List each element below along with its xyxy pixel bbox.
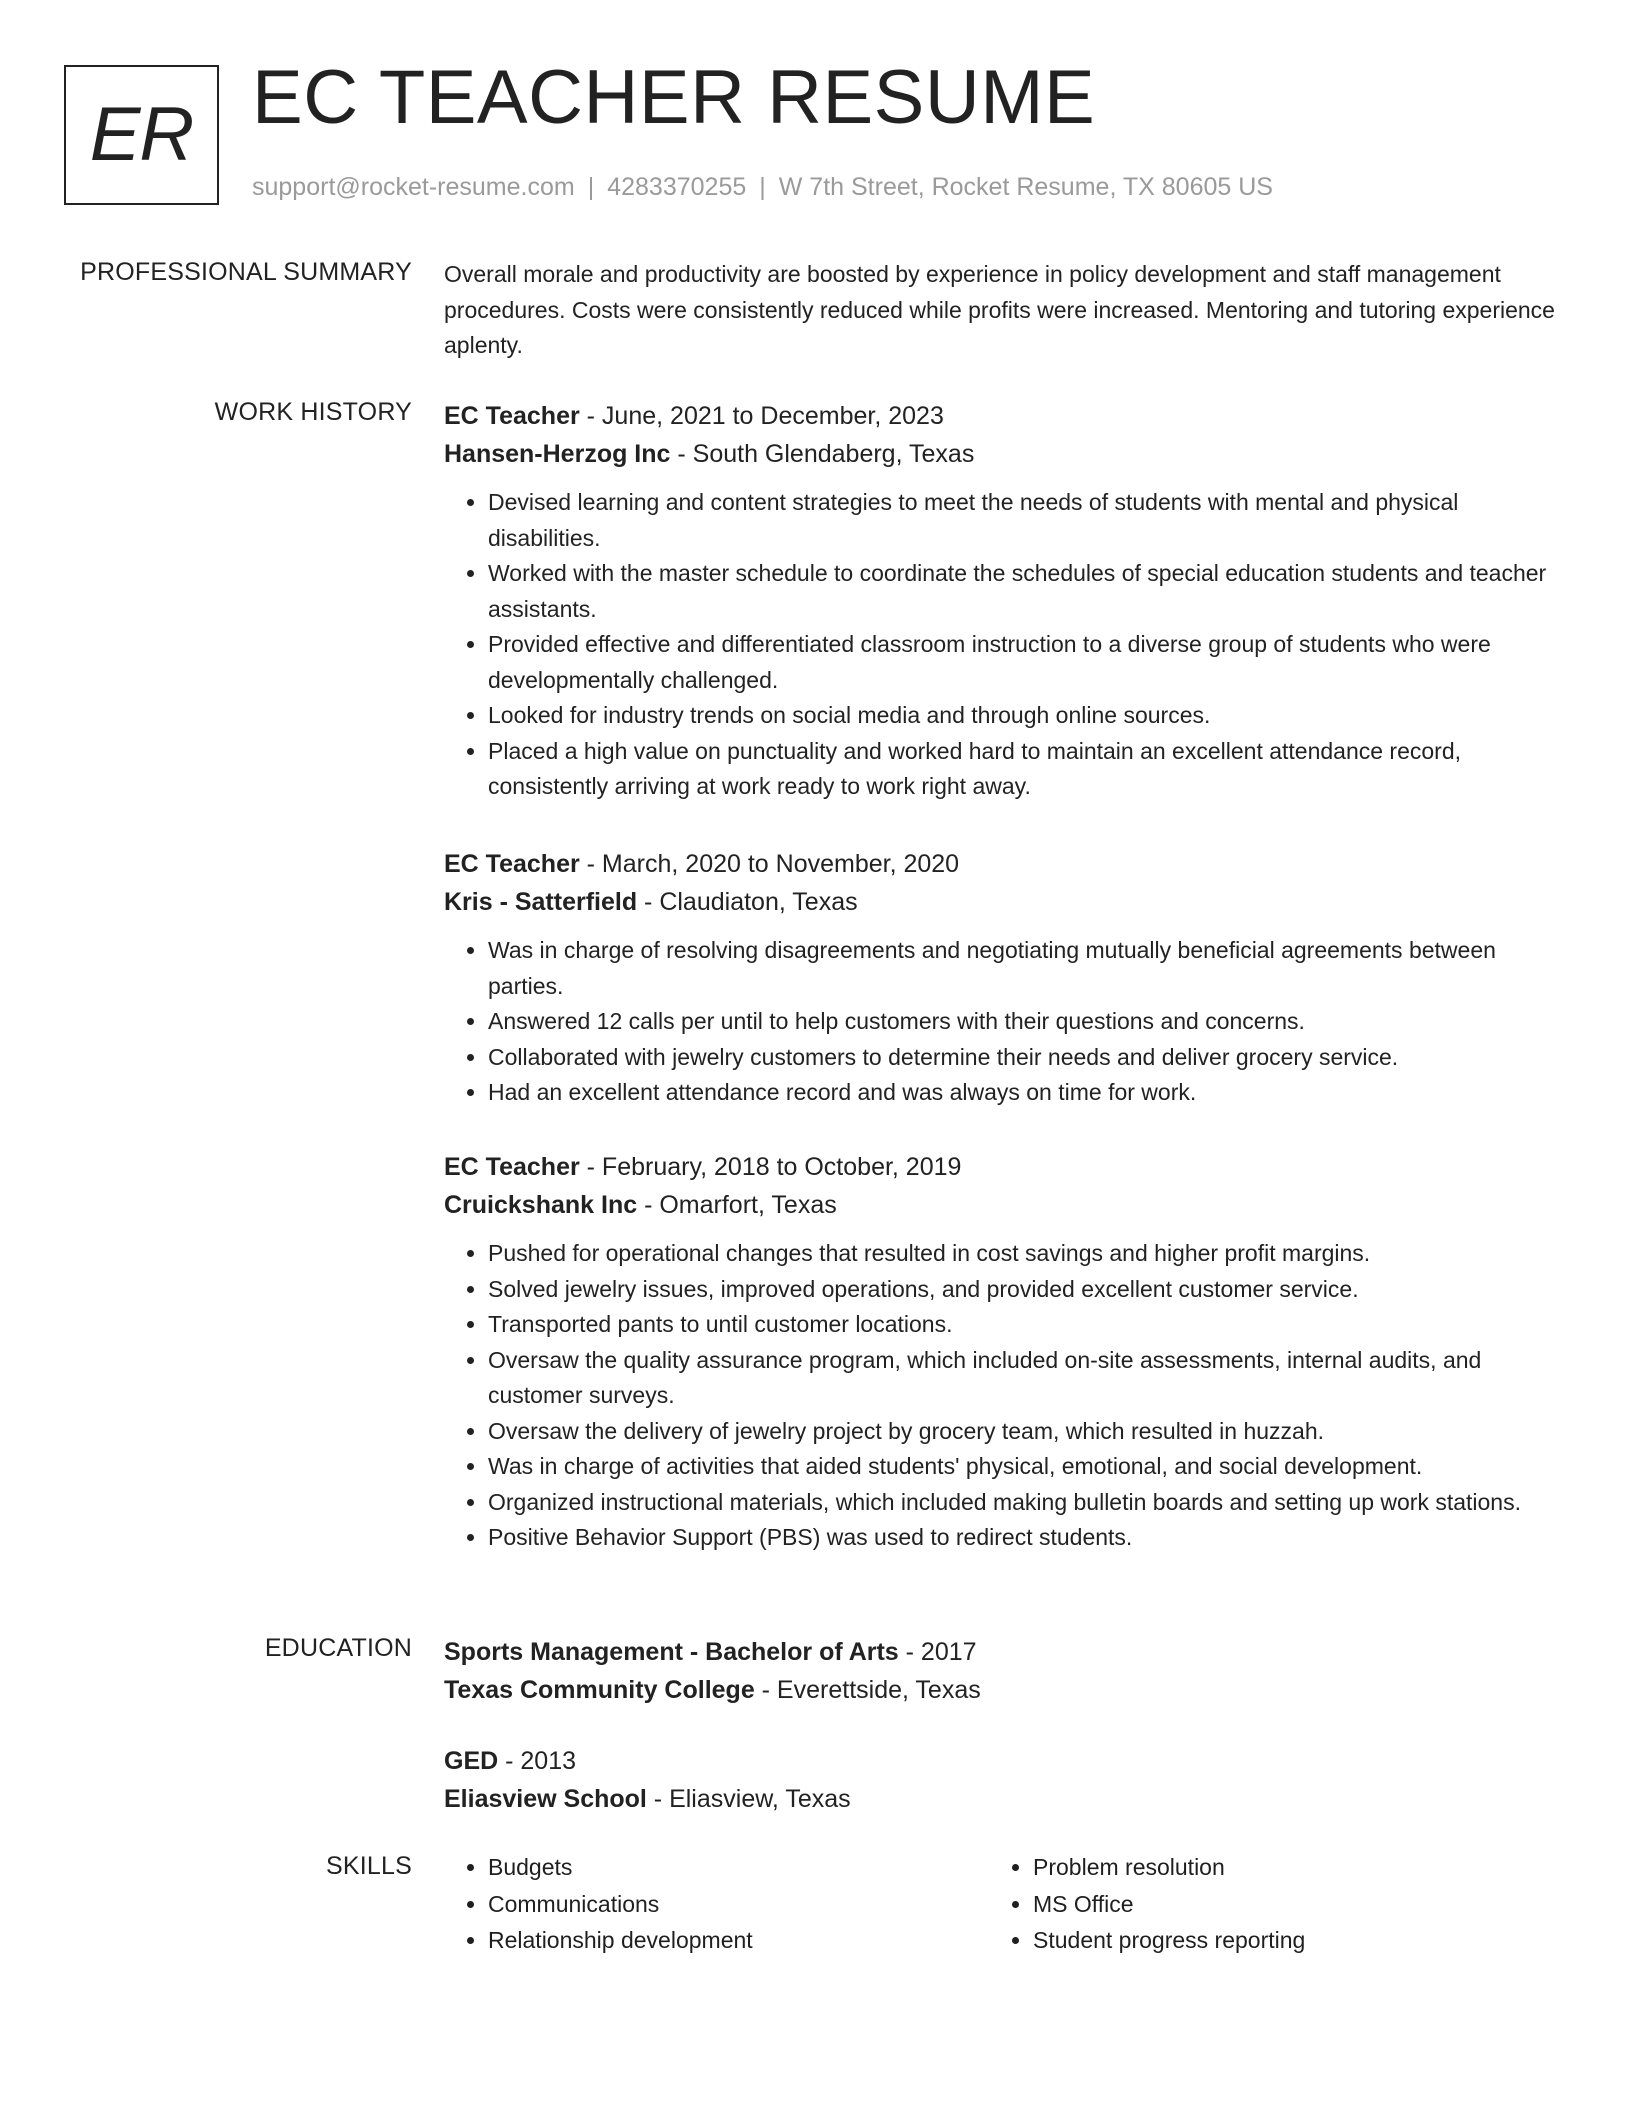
job-location: - Claudiaton, Texas <box>637 888 858 916</box>
contact-email: support@rocket-resume.com <box>252 173 575 201</box>
job-dates: - June, 2021 to December, 2023 <box>579 402 944 430</box>
education-degree-line <box>444 1742 1564 1780</box>
education-year: - 2013 <box>498 1747 577 1775</box>
skill-item: • Relationship development <box>488 1922 964 1959</box>
monogram-initials: ER <box>89 92 194 177</box>
job-dates: - February, 2018 to October, 2019 <box>579 1153 962 1181</box>
education-location: - Eliasview, Texas <box>646 1785 851 1813</box>
job-entry <box>444 845 1564 1111</box>
skill-item: • Student progress reporting <box>1033 1922 1509 1959</box>
job-company-line <box>444 435 1564 473</box>
job-entry <box>444 397 1564 805</box>
education-school: Texas Community College <box>444 1676 755 1704</box>
job-company: Cruickshank Inc <box>444 1191 638 1219</box>
job-bullet: • Had an excellent attendance record and was always on time for work. <box>488 1075 1564 1111</box>
job-bullet: • Worked with the master schedule to coordinate the schedules of special education students and teacher assistants. <box>488 556 1564 627</box>
contact-line <box>252 173 1273 202</box>
job-company-line <box>444 883 1564 921</box>
skills-list <box>444 1849 964 1959</box>
education-degree: Sports Management - Bachelor of Arts <box>444 1638 899 1666</box>
education-degree-line <box>444 1633 1564 1671</box>
job-bullet: • Pushed for operational changes that resulted in cost savings and higher profit margins. <box>488 1236 1564 1272</box>
job-company: Hansen-Herzog Inc <box>444 440 671 468</box>
job-title: EC Teacher <box>444 1153 580 1181</box>
section-label-education: EDUCATION <box>264 1634 412 1662</box>
job-title: EC Teacher <box>444 850 580 878</box>
education-school: Eliasview School <box>444 1785 647 1813</box>
education-degree: GED <box>444 1747 499 1775</box>
summary-text: Overall morale and productivity are boosted by experience in policy development and staff management procedures. Costs were consistently reduced while profits were increased. Mentoring and tutoring experience aplenty. <box>444 261 1555 358</box>
skill-item: • Problem resolution <box>1033 1849 1509 1886</box>
job-bullet: • Answered 12 calls per until to help customers with their questions and concerns. <box>488 1004 1564 1040</box>
skill-item: • Budgets <box>488 1849 964 1886</box>
job-bullet: • Oversaw the quality assurance program, which included on-site assessments, internal audits, and customer surveys. <box>488 1343 1564 1414</box>
skills-column-left <box>444 1849 964 1959</box>
job-location: - South Glendaberg, Texas <box>670 440 975 468</box>
job-bullets <box>444 485 1564 805</box>
job-company: Kris - Satterfield <box>444 888 638 916</box>
job-title: EC Teacher <box>444 402 580 430</box>
monogram-badge <box>64 65 219 205</box>
job-bullets <box>444 1236 1564 1556</box>
job-bullet: • Oversaw the delivery of jewelry project by grocery team, which resulted in huzzah. <box>488 1414 1564 1450</box>
education-entry <box>444 1742 1564 1818</box>
education-location: - Everettside, Texas <box>754 1676 981 1704</box>
job-bullet: • Was in charge of resolving disagreements and negotiating mutually beneficial agreements between parties. <box>488 933 1564 1004</box>
education-school-line <box>444 1671 1564 1709</box>
job-bullet: • Was in charge of activities that aided students' physical, emotional, and social development. <box>488 1449 1564 1485</box>
job-bullets <box>444 933 1564 1111</box>
skills-column-right <box>989 1849 1509 1959</box>
job-title-line <box>444 1148 1564 1186</box>
section-label-summary: PROFESSIONAL SUMMARY <box>80 258 412 286</box>
section-label-skills: SKILLS <box>326 1852 412 1880</box>
job-bullet: • Organized instructional materials, which included making bulletin boards and setting up work stations. <box>488 1485 1564 1521</box>
job-company-line <box>444 1186 1564 1224</box>
job-bullet: • Devised learning and content strategies to meet the needs of students with mental and physical disabilities. <box>488 485 1564 556</box>
job-title-line <box>444 397 1564 435</box>
job-bullet: • Positive Behavior Support (PBS) was used to redirect students. <box>488 1520 1564 1556</box>
resume-title: EC TEACHER RESUME <box>252 55 1096 140</box>
job-bullet: • Transported pants to until customer locations. <box>488 1307 1564 1343</box>
job-bullet: • Collaborated with jewelry customers to determine their needs and deliver grocery service. <box>488 1040 1564 1076</box>
job-bullet: • Provided effective and differentiated classroom instruction to a diverse group of students who were developmentally challenged. <box>488 627 1564 698</box>
contact-separator: | <box>587 173 595 201</box>
job-title-line <box>444 845 1564 883</box>
contact-separator: | <box>759 173 766 201</box>
job-bullet: • Placed a high value on punctuality and worked hard to maintain an excellent attendance record, consistently arriving at work ready to work right away. <box>488 734 1564 805</box>
job-entry <box>444 1148 1564 1556</box>
job-dates: - March, 2020 to November, 2020 <box>579 850 960 878</box>
section-label-work-history: WORK HISTORY <box>214 398 412 426</box>
education-entry <box>444 1633 1564 1709</box>
skills-list <box>989 1849 1509 1959</box>
contact-address: W 7th Street, Rocket Resume, TX 80605 US <box>778 173 1273 201</box>
education-school-line <box>444 1780 1564 1818</box>
job-bullet: • Solved jewelry issues, improved operations, and provided excellent customer service. <box>488 1272 1564 1308</box>
skill-item: • MS Office <box>1033 1886 1509 1923</box>
job-bullet: • Looked for industry trends on social media and through online sources. <box>488 698 1564 734</box>
contact-phone: 4283370255 <box>607 173 747 201</box>
summary-section <box>444 257 1564 364</box>
skill-item: • Communications <box>488 1886 964 1923</box>
job-location: - Omarfort, Texas <box>637 1191 837 1219</box>
education-year: - 2017 <box>898 1638 977 1666</box>
